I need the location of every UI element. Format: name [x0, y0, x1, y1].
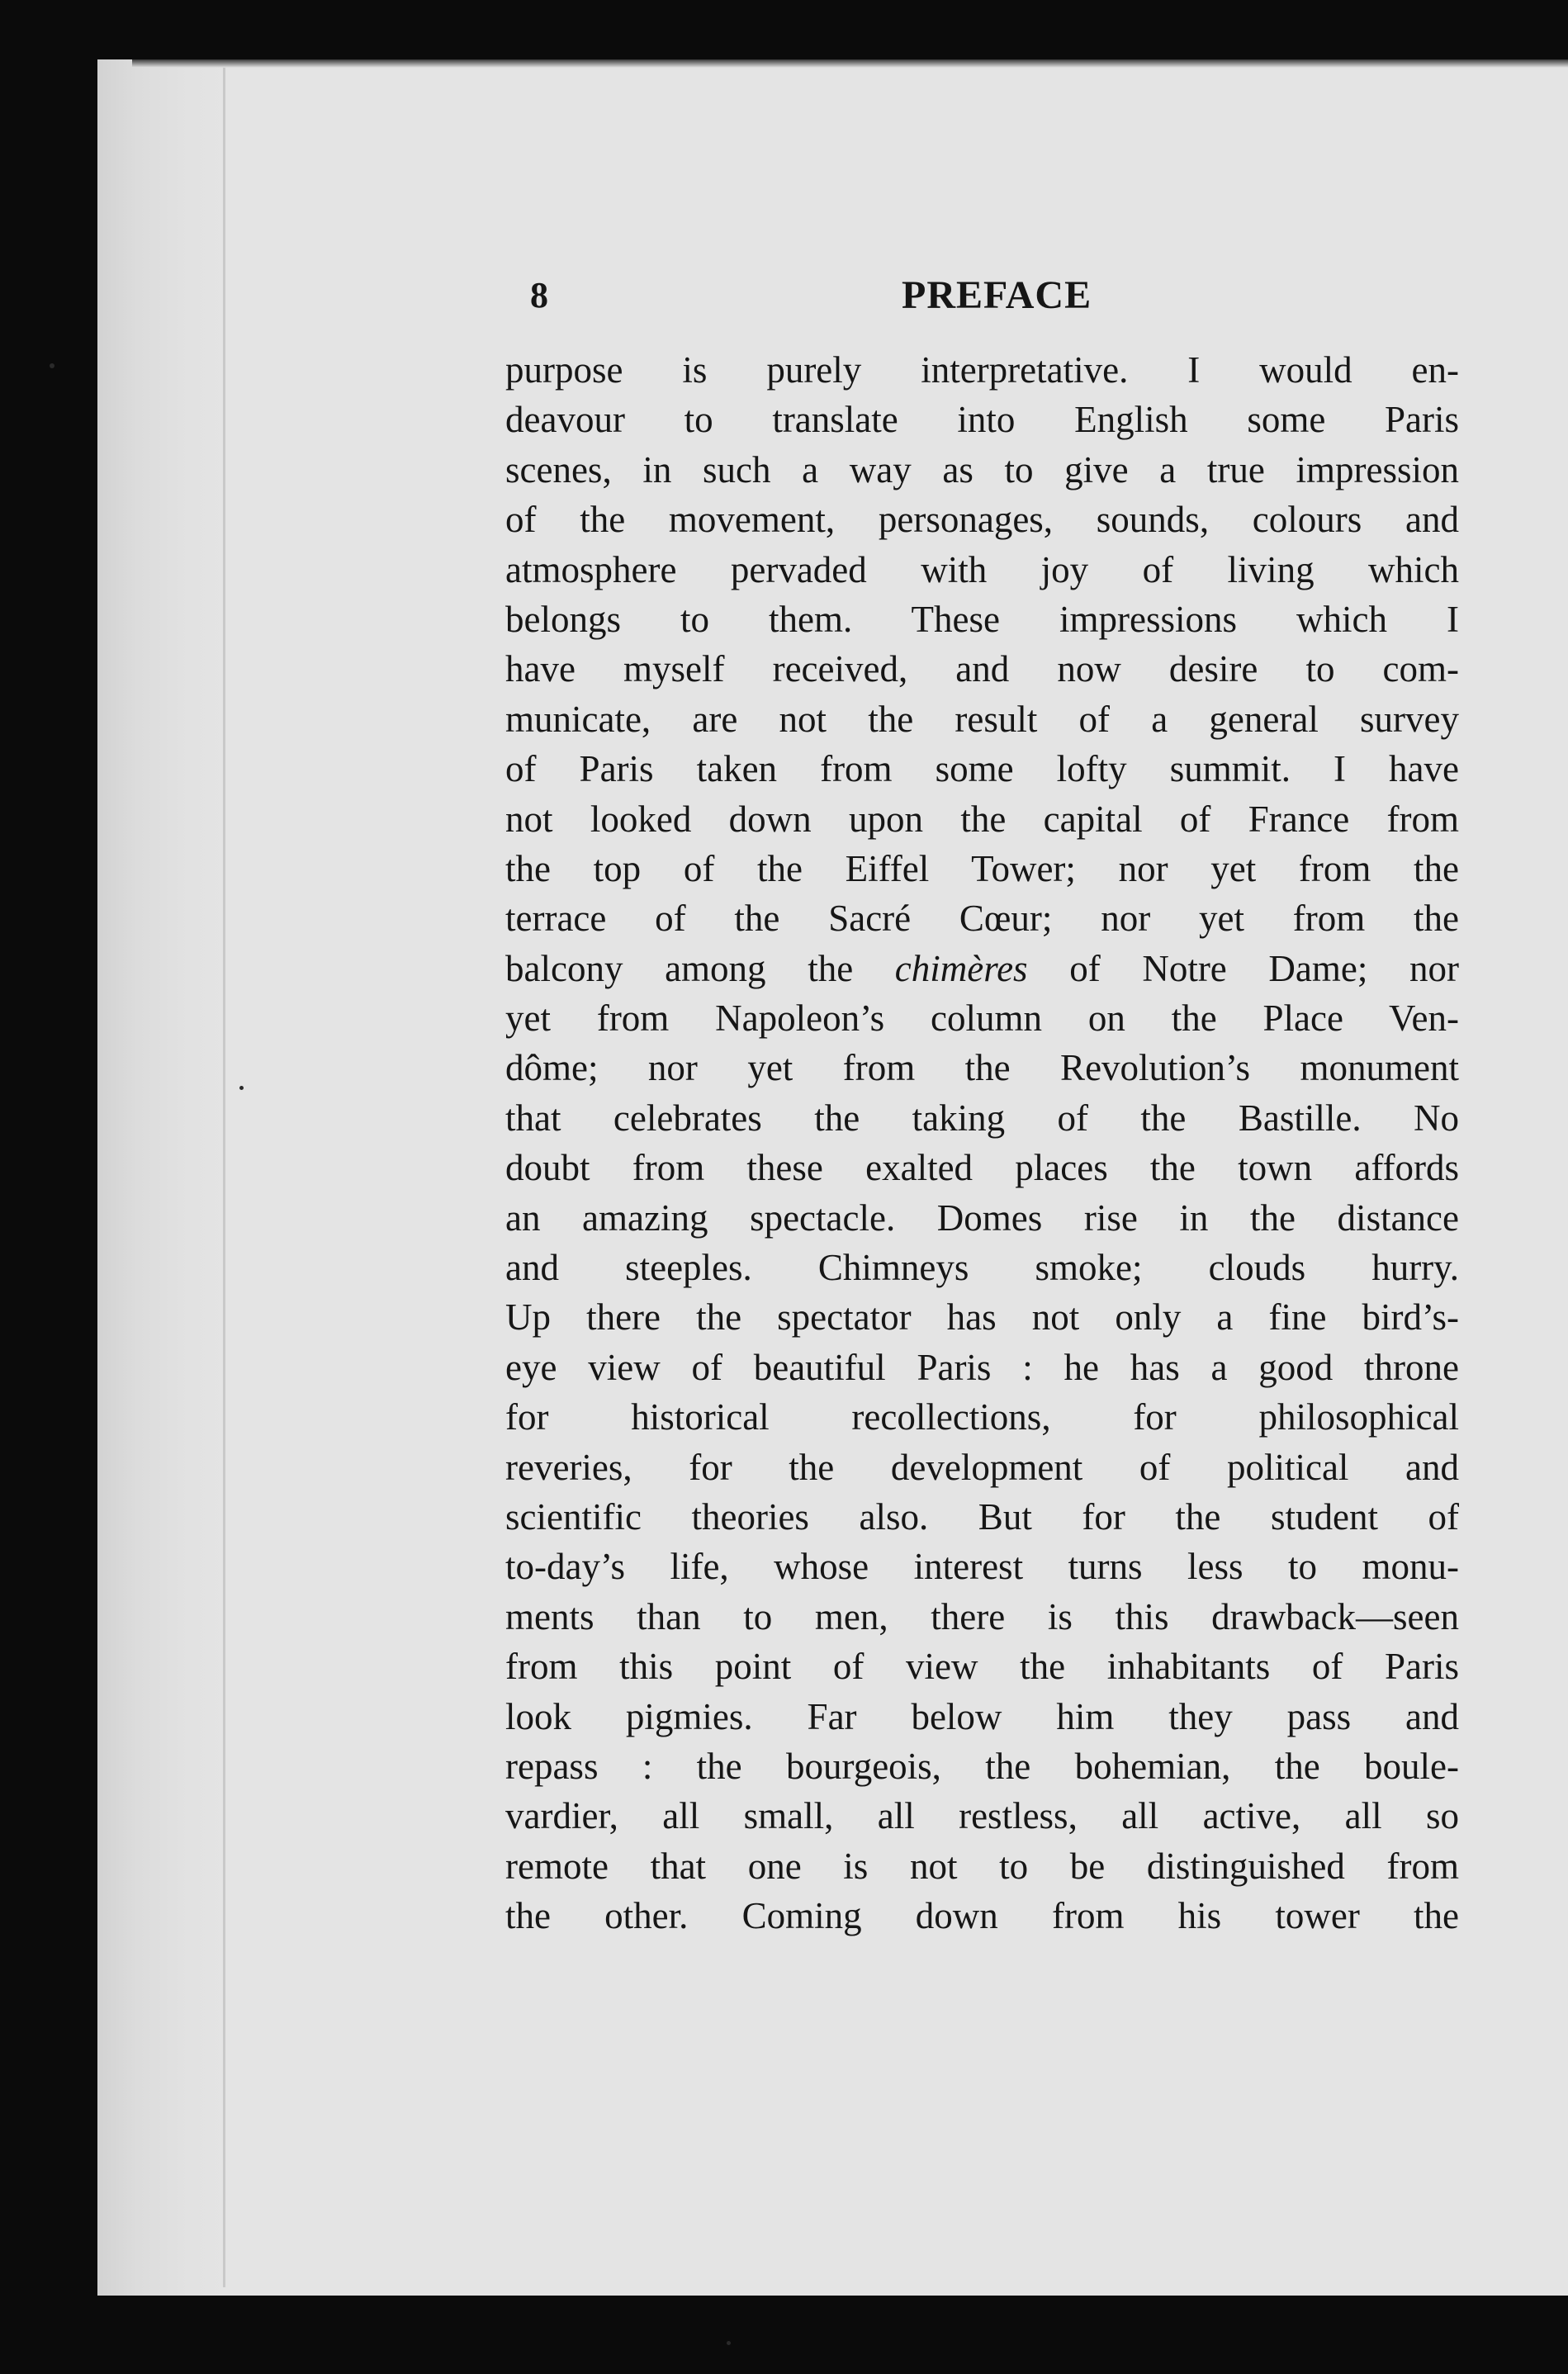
page-header — [505, 272, 1480, 330]
text-line: of the movement, personages, sounds, colours and — [505, 499, 1459, 541]
text-line: scenes, in such a way as to give a true impression — [505, 448, 1459, 490]
text-line: reveries, for the development of political and — [505, 1446, 1459, 1488]
text-line: atmosphere pervaded with joy of living which — [505, 548, 1459, 590]
body-text — [505, 345, 1480, 1941]
running-head: PREFACE — [902, 273, 1092, 317]
text-line: look pigmies. Far below him they pass and — [505, 1695, 1459, 1737]
text-line: dôme; nor yet from the Revolution’s monument — [505, 1047, 1459, 1089]
text-line: ments than to men, there is this drawback—seen — [505, 1595, 1459, 1637]
text-line: an amazing spectacle. Domes rise in the distance — [505, 1196, 1459, 1239]
page-top-edge — [132, 59, 1568, 68]
dust-speck — [50, 363, 54, 368]
text-line: have myself received, and now desire to com- — [505, 648, 1459, 690]
text-line: for historical recollections, for philosophical — [505, 1396, 1459, 1438]
text-line: that celebrates the taking of the Bastille. No — [505, 1097, 1459, 1139]
text-line: doubt from these exalted places the town affords — [505, 1147, 1459, 1189]
text-line: deavour to translate into English some Paris — [505, 399, 1459, 441]
text-line: not looked down upon the capital of France from — [505, 798, 1459, 840]
text-line: municate, are not the result of a general survey — [505, 698, 1459, 740]
text-line: belongs to them. These impressions which I — [505, 598, 1459, 640]
text-line: Up there the spectator has not only a fine bird’s- — [505, 1296, 1459, 1339]
dust-speck — [239, 1086, 244, 1090]
text-run: balcony among the — [505, 947, 895, 989]
text-block — [505, 272, 1480, 1941]
text-line: remote that one is not to be distinguished from — [505, 1845, 1459, 1887]
spine-shadow — [97, 59, 230, 2296]
text-line: terrace of the Sacré Cœur; nor yet from the — [505, 898, 1459, 940]
page-number: 8 — [530, 275, 548, 315]
text-line: scientific theories also. But for the student of — [505, 1495, 1459, 1538]
text-line: the top of the Eiffel Tower; nor yet from the — [505, 847, 1459, 889]
text-run: of Notre Dame; nor — [1027, 947, 1459, 989]
text-line: and steeples. Chimneys smoke; clouds hurry. — [505, 1247, 1459, 1289]
text-line: to-day’s life, whose interest turns less to monu- — [505, 1546, 1459, 1588]
spine-crease — [223, 66, 225, 2287]
dust-speck — [727, 2341, 731, 2345]
text-line: from this point of view the inhabitants of Paris — [505, 1646, 1459, 1688]
text-line: the other. Coming down from his tower the — [505, 1895, 1459, 1937]
text-line: vardier, all small, all restless, all active, all so — [505, 1795, 1459, 1837]
text-line — [505, 944, 1459, 993]
text-line: repass : the bourgeois, the bohemian, the boule- — [505, 1745, 1459, 1787]
text-line: purpose is purely interpretative. I would en- — [505, 349, 1459, 391]
text-line: of Paris taken from some lofty summit. I have — [505, 748, 1459, 790]
text-line: yet from Napoleon’s column on the Place Ven- — [505, 997, 1459, 1040]
italic-term: chimères — [894, 947, 1028, 989]
text-line: eye view of beautiful Paris : he has a good throne — [505, 1346, 1459, 1388]
